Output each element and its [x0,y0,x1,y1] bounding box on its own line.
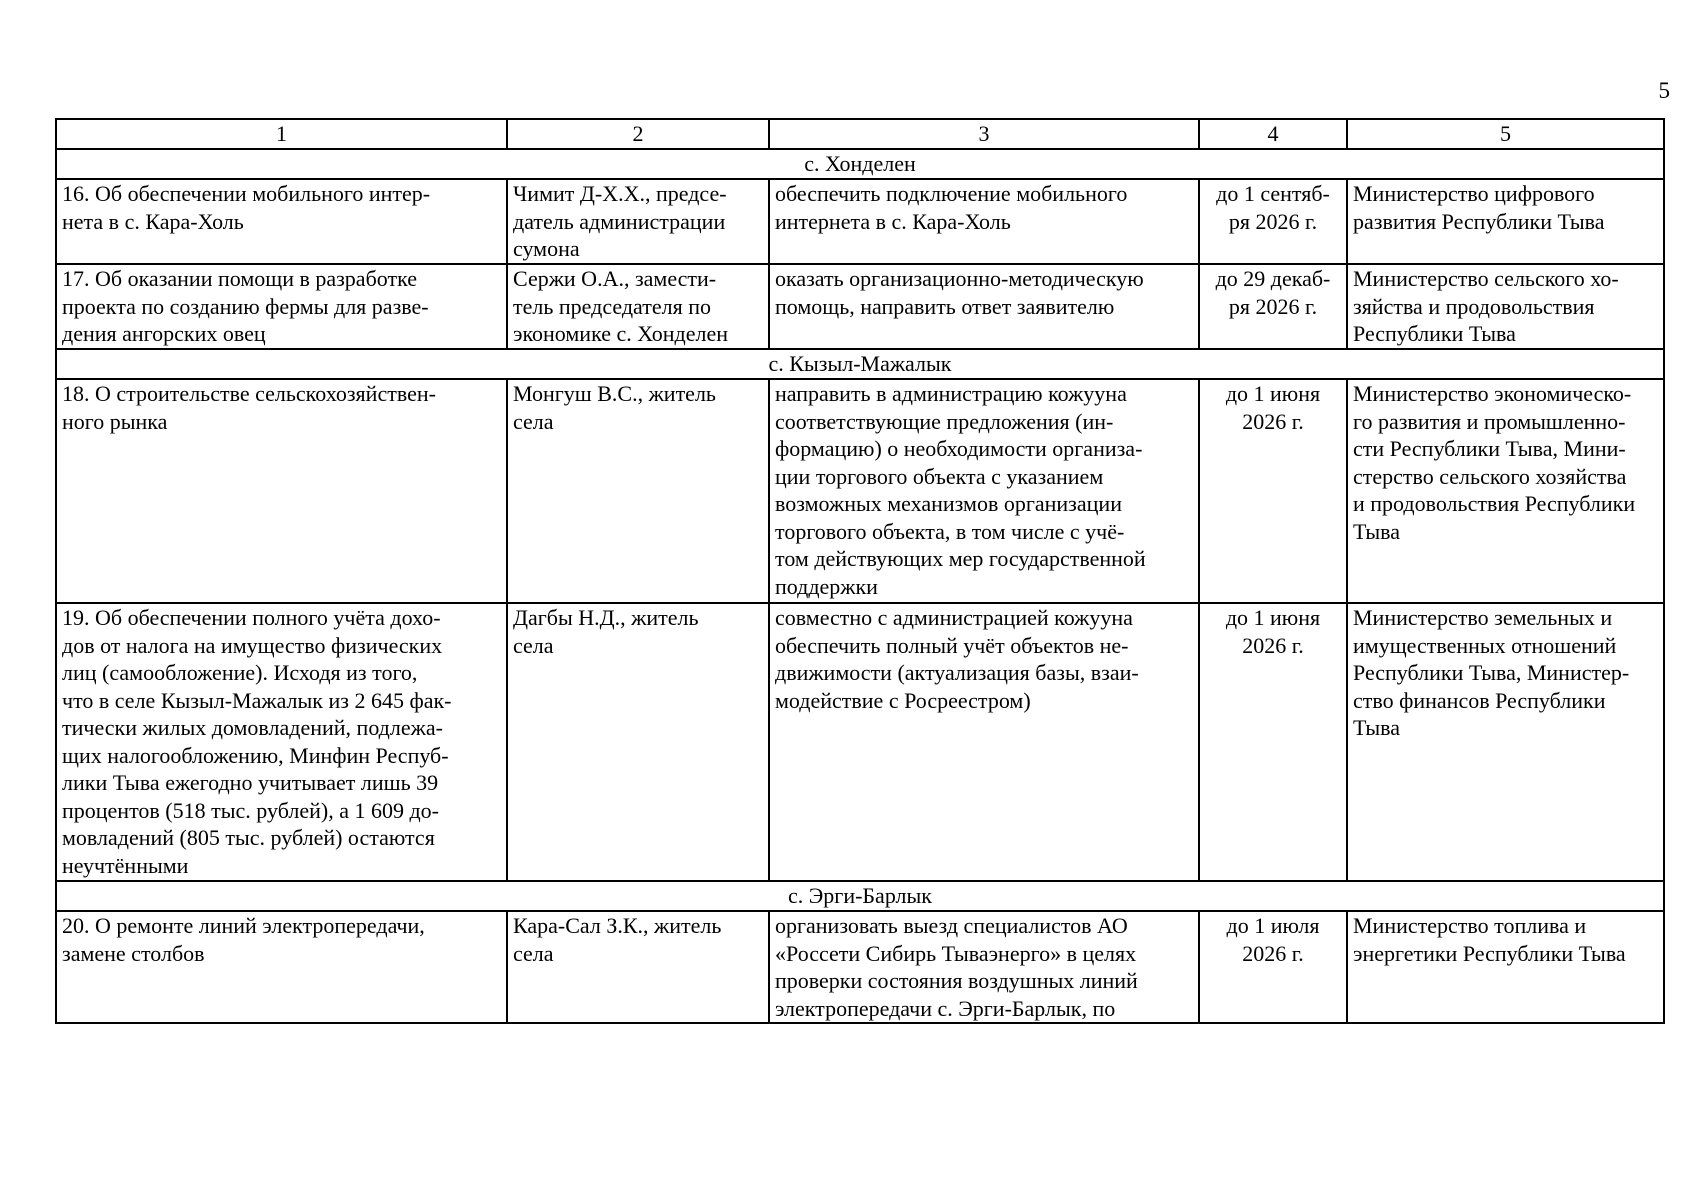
action-text: оказать организационно-методическую помощь, направить ответ заявителю [775,266,1144,319]
table-row [56,264,1664,349]
applicant-cell [507,379,769,603]
deadline-text: до 1 сентяб- ря 2026 г. [1216,181,1330,234]
responsible-cell [1347,179,1664,264]
column-number-cell: 2 [507,119,769,149]
issue-cell [56,179,507,264]
issue-text: 17. Об оказании помощи в разработке проекта по созданию фермы для разве- дения ангорских овец [62,266,429,346]
deadline-text: до 1 июня 2026 г. [1225,605,1321,658]
issue-text: 18. О строительстве сельскохозяйствен- ного рынка [62,381,436,434]
responsible-text: Министерство экономическо- го развития и промышленно- сти Республики Тыва, Мини- стерство сельского хозяйства и продовольствия Республики Тыва [1353,381,1636,544]
page-number: 5 [1658,78,1670,103]
section-header-row [56,349,1664,379]
issue-cell [56,603,507,881]
issue-cell [56,379,507,603]
issue-text: 19. Об обеспечении полного учёта дохо- дов от налога на имущество физических лиц (самообложение). Исходя из того, что в селе Кызыл-Мажалык из 2 645 фак- тически жилых домовладений, подлежа- щих налогообложению, Минфин Респуб- лики Тыва ежегодно учитывает лишь 39 процентов (518 тыс. рублей), а 1 609 до- мовладений (805 тыс. рублей) остаются неучтёнными [62,605,452,878]
column-number-cell: 1 [56,119,507,149]
applicant-text: Сержи О.А., замести- тель председателя по экономике с. Хонделен [513,266,728,346]
responsible-text: Министерство сельского хо- зяйства и продовольствия Республики Тыва [1353,266,1619,346]
column-number-cell: 3 [769,119,1199,149]
action-text: обеспечить подключение мобильного интернета в с. Кара-Холь [775,181,1128,234]
action-text: организовать выезд специалистов АО «Россети Сибирь Тываэнерго» в целях проверки состояния воздушных линий электропередачи с. Эрги-Барлык, по [775,913,1138,1021]
measures-table [55,118,1665,1024]
issue-text: 20. О ремонте линий электропередачи, замене столбов [62,913,425,966]
table-row [56,911,1664,1023]
column-number-cell: 4 [1199,119,1347,149]
deadline-cell [1199,264,1347,349]
responsible-cell [1347,603,1664,881]
responsible-text: Министерство топлива и энергетики Республики Тыва [1353,913,1626,966]
section-header-row [56,149,1664,179]
section-title: с. Хонделен [56,149,1664,179]
section-title: с. Эрги-Барлык [56,881,1664,911]
section-header-row [56,881,1664,911]
applicant-cell [507,911,769,1023]
issue-cell [56,264,507,349]
issue-cell [56,911,507,1023]
applicant-text: Монгуш В.С., житель села [513,381,716,434]
deadline-text: до 1 июля 2026 г. [1226,913,1320,966]
responsible-cell [1347,911,1664,1023]
column-number-cell: 5 [1347,119,1664,149]
deadline-cell [1199,179,1347,264]
table-row [56,379,1664,603]
action-cell [769,264,1199,349]
responsible-text: Министерство цифрового развития Республики Тыва [1353,181,1605,234]
applicant-cell [507,179,769,264]
action-cell [769,911,1199,1023]
action-cell [769,379,1199,603]
responsible-text: Министерство земельных и имущественных отношений Республики Тыва, Министер- ство финансов Республики Тыва [1353,605,1630,740]
deadline-cell [1199,603,1347,881]
applicant-cell [507,603,769,881]
deadline-cell [1199,911,1347,1023]
applicant-text: Чимит Д-Х.Х., предсе- датель администрации сумона [513,181,727,261]
applicant-cell [507,264,769,349]
deadline-cell [1199,379,1347,603]
column-number-row [56,119,1664,149]
applicant-text: Дагбы Н.Д., житель села [513,605,699,658]
table-row [56,179,1664,264]
action-text: направить в администрацию кожууна соответствующие предложения (ин- формацию) о необходимости организа- ции торгового объекта с указанием возможных механизмов организации торгового объекта, в том числе с учё- том действующих мер государственной поддержки [775,381,1146,599]
action-text: совместно с администрацией кожууна обеспечить полный учёт объектов не- движимости (актуализация базы, взаи- модействие с Росреестром) [775,605,1139,713]
table-row [56,603,1664,881]
action-cell [769,603,1199,881]
applicant-text: Кара-Сал З.К., житель села [513,913,722,966]
deadline-text: до 1 июня 2026 г. [1225,381,1321,434]
deadline-text: до 29 декаб- ря 2026 г. [1215,266,1331,319]
issue-text: 16. Об обеспечении мобильного интер- нета в с. Кара-Холь [62,181,431,234]
section-title: с. Кызыл-Мажалык [56,349,1664,379]
responsible-cell [1347,264,1664,349]
action-cell [769,179,1199,264]
responsible-cell [1347,379,1664,603]
